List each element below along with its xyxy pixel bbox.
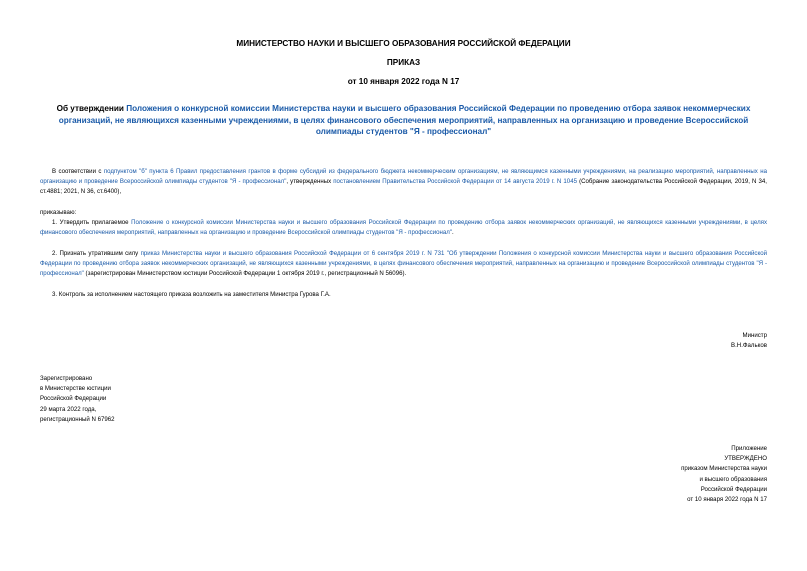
doc-type-heading: ПРИКАЗ — [386, 58, 421, 67]
preamble-text-2: , утвержденных — [286, 178, 334, 186]
title-prefix: Об утверждении — [56, 104, 127, 113]
item-2-paragraph — [40, 249, 767, 280]
approved-regulation-link[interactable]: Положение о конкурсной комиссии Министерства науки и высшего образования Российской Федерации по проведению отбора заявок некоммерческих организаций, не являющихся казенными учреждениями, в целях финансового обеспечения мероприятий, направленных на организацию и проведение Всероссийской олимпиады студентов "Я - профессионал" — [40, 219, 767, 237]
government-resolution-link[interactable]: постановлением Правительства Российской Федерации от 14 августа 2019 г. N 1045 — [333, 178, 577, 186]
appendix-line: от 10 января 2022 года N 17 — [687, 496, 767, 504]
appendix-line: Приложение — [731, 445, 767, 452]
registration-line: в Министерстве юстиции — [40, 385, 111, 393]
appendix-line: Российской Федерации — [700, 485, 767, 493]
item-2-text: 2. Признать утратившим силу — [52, 250, 141, 257]
signature-name: В.Н.Фальков — [731, 342, 767, 350]
item-3-paragraph: 3. Контроль за исполнением настоящего приказа возложить на заместителя Министра Гурова Г.А. — [52, 291, 331, 298]
preamble-text-3: (Собрание законодательства Российской Федерации, 2019, N 34, ст.4881; 2021, N 36, ст.6400), — [40, 178, 767, 196]
repealed-order-link[interactable]: приказ Министерства науки и высшего образования Российской Федерации от 6 сентября 2019 г. N 731 "Об утверждении Положения о конкурсной комиссии Министерства науки и высшего образования Российской Федерации по проведению отбора заявок некоммерческих организаций, не являющихся казенными учреждениями, в целях финансового обеспечения мероприятий, направленных на организацию и проведение Всероссийской олимпиады студентов "Я - профессионал" — [40, 250, 768, 278]
registration-line: регистрационный N 67962 — [40, 415, 115, 423]
item-1-paragraph — [40, 218, 767, 238]
signature-block — [731, 331, 767, 352]
order-date-number: от 10 января 2022 года N 17 — [347, 77, 460, 86]
order-word: приказываю: — [40, 209, 77, 216]
signature-position: Министр — [742, 332, 767, 339]
appendix-line: и высшего образования — [699, 475, 767, 483]
rules-subparagraph-link[interactable]: подпунктом "б" пункта 6 Правил предоставления грантов в форме субсидий из федерального бюджета некоммерческим организациям, не являющимся казенными учреждениями, на реализацию мероприятий, направленных на организацию и проведение Всероссийской олимпиады студентов "Я - профессионал" — [40, 168, 768, 186]
order-title — [52, 103, 755, 138]
item-2-end: (зарегистрирован Министерством юстиции Российской Федерации 1 октября 2019 г., регистрационный N 56096). — [83, 270, 407, 278]
registration-line: Зарегистрировано — [40, 375, 93, 382]
item-1-end: . — [452, 229, 454, 237]
appendix-approval-block — [681, 444, 767, 505]
preamble-paragraph — [40, 167, 767, 198]
title-regulation-link[interactable]: Положения о конкурсной комиссии Министерства науки и высшего образования Российской Федерации по проведению отбора заявок некоммерческих организаций, не являющихся казенными учреждениями, в целях финансового обеспечения мероприятий, направленных на организацию и проведение Всероссийской олимпиады студентов "Я - профессионал" — [58, 104, 751, 136]
registration-line: 29 марта 2022 года, — [40, 405, 97, 413]
registration-block — [40, 374, 115, 425]
appendix-line: УТВЕРЖДЕНО — [724, 455, 767, 463]
item-1-text: 1. Утвердить прилагаемое — [52, 219, 132, 226]
preamble-text-1: В соответствии с — [52, 168, 104, 175]
ministry-heading: МИНИСТЕРСТВО НАУКИ И ВЫСШЕГО ОБРАЗОВАНИЯ РОССИЙСКОЙ ФЕДЕРАЦИИ — [236, 39, 571, 48]
appendix-line: приказом Министерства науки — [681, 465, 767, 473]
registration-line: Российской Федерации — [40, 395, 107, 403]
